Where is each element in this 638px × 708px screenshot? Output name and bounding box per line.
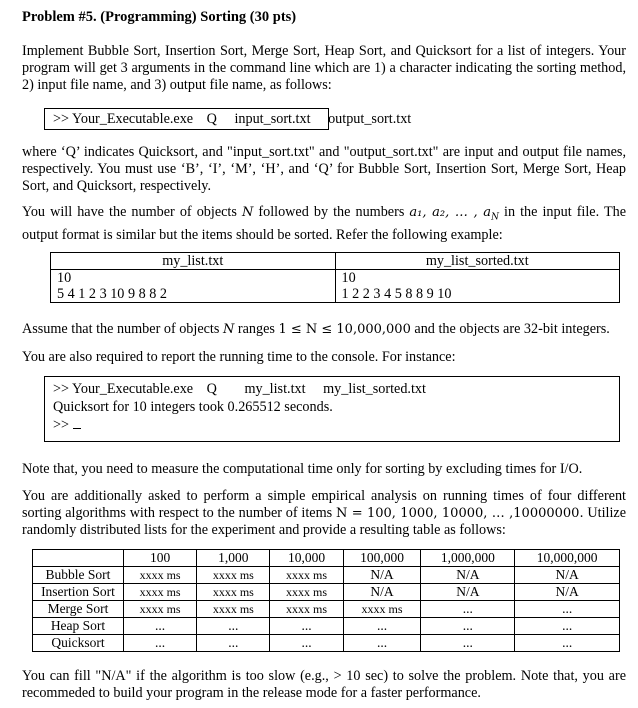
- example-output-cell: [335, 270, 620, 303]
- var-n: N: [241, 205, 254, 220]
- row-label: Merge Sort: [33, 601, 124, 618]
- table-cell: xxxx ms: [197, 567, 270, 584]
- assume-range: 1 ≤ N ≤ 10,000,000: [278, 322, 411, 337]
- table-row: [33, 618, 620, 635]
- sequence-math: [409, 205, 499, 223]
- command-prompt: >> Your_Executable.exe: [53, 111, 194, 127]
- intro-paragraph: Implement Bubble Sort, Insertion Sort, Merge Sort, Heap Sort, and Quicksort for a list of integers. Your program will get 3 arguments in the command line which are 1) a character indicating the sorting method, 2) input file name, and 3) output file name, as follows:: [22, 43, 626, 93]
- footer-paragraph: You can fill "N/A" if the algorithm is too slow (e.g., > 10 sec) to solve the problem. Note that, you are recommeded to build your program in the release mode for a faster performance.: [22, 668, 626, 701]
- assume-text-1: Assume that the number of objects: [22, 321, 220, 337]
- console-method-arg: Q: [206, 381, 217, 397]
- table-cell: ...: [515, 635, 620, 652]
- example-input-count: 10: [57, 270, 72, 286]
- assume-var-n: N: [222, 322, 235, 337]
- results-header-1000000: 1,000,000: [421, 550, 515, 567]
- table-cell: ...: [343, 618, 421, 635]
- analysis-text-2: Utilize randomly distributed lists for the experiment and provide a resulting table as follows:: [22, 505, 626, 538]
- objects-text-2: followed by the numbers: [258, 204, 405, 220]
- table-cell: xxxx ms: [197, 584, 270, 601]
- table-cell: xxxx ms: [124, 567, 197, 584]
- table-cell: N/A: [515, 567, 620, 584]
- table-cell: ...: [197, 618, 270, 635]
- table-cell: ...: [124, 618, 197, 635]
- table-cell: xxxx ms: [270, 601, 343, 618]
- table-cell: N/A: [421, 567, 515, 584]
- table-cell: ...: [421, 635, 515, 652]
- table-cell: ...: [515, 601, 620, 618]
- table-row: [33, 601, 620, 618]
- objects-text-1: You will have the number of objects: [22, 204, 237, 220]
- results-header-1000: 1,000: [197, 550, 270, 567]
- table-row: [33, 584, 620, 601]
- results-table: [32, 549, 620, 652]
- table-cell: xxxx ms: [343, 601, 421, 618]
- example-input-values: 5 4 1 2 3 10 9 8 8 2: [57, 286, 167, 302]
- table-cell: ...: [343, 635, 421, 652]
- where-paragraph: where ‘Q’ indicates Quicksort, and "input_sort.txt" and "output_sort.txt" are input and output file names, respectively. You must use ‘B’, ‘I’, ‘M’, ‘H’, and ‘Q’ for Bubble Sort, Insertion Sort, Merge Sort, Heap Sort, and Quicksort, respectively.: [22, 144, 626, 194]
- command-input-arg: input_sort.txt: [234, 111, 311, 127]
- command-output-arg: output_sort.txt: [328, 111, 412, 127]
- cursor-icon: [73, 416, 81, 429]
- analysis-paragraph: [22, 488, 626, 539]
- assume-paragraph: [22, 321, 626, 338]
- command-example-box: [44, 108, 412, 130]
- row-label: Heap Sort: [33, 618, 124, 635]
- example-output-count: 10: [341, 270, 356, 286]
- assume-text-3: and the objects are 32-bit integers.: [414, 321, 610, 337]
- example-input-cell: [51, 270, 336, 303]
- console-line-2: Quicksort for 10 integers took 0.265512 seconds.: [53, 399, 333, 415]
- console-example-box: [44, 376, 620, 442]
- table-cell: N/A: [343, 584, 421, 601]
- table-cell: N/A: [343, 567, 421, 584]
- table-cell: ...: [270, 618, 343, 635]
- sequence-terms: a₁, a₂, … , a: [409, 205, 492, 220]
- table-cell: ...: [270, 635, 343, 652]
- table-cell: xxxx ms: [124, 601, 197, 618]
- table-cell: xxxx ms: [197, 601, 270, 618]
- example-file-table: [50, 252, 620, 303]
- console-line-1: [53, 380, 611, 398]
- example-output-values: 1 2 2 3 4 5 8 8 9 10: [341, 286, 452, 302]
- table-cell: ...: [421, 618, 515, 635]
- row-label: Quicksort: [33, 635, 124, 652]
- analysis-text-1: You are additionally asked to perform a simple empirical analysis on running times of four different sorting algorithms with respect to the number of items: [22, 488, 626, 521]
- analysis-equation: N = 100, 1000, 10000, … ,10000000.: [335, 506, 584, 521]
- console-line-3: [53, 416, 611, 434]
- table-row: [33, 567, 620, 584]
- table-cell: N/A: [515, 584, 620, 601]
- table-cell: xxxx ms: [270, 567, 343, 584]
- sequence-sub: N: [491, 212, 499, 223]
- results-header-10000000: 10,000,000: [515, 550, 620, 567]
- table-cell: N/A: [421, 584, 515, 601]
- table-cell: xxxx ms: [270, 584, 343, 601]
- table-cell: ...: [124, 635, 197, 652]
- example-header-input: my_list.txt: [51, 253, 336, 270]
- objects-text-3: in the input file. The output format is similar but the items should be sorted. Refer the following example:: [22, 204, 627, 243]
- example-header-output: my_list_sorted.txt: [335, 253, 620, 270]
- results-header-corner: [33, 550, 124, 567]
- table-cell: ...: [197, 635, 270, 652]
- row-label: Bubble Sort: [33, 567, 124, 584]
- note-paragraph: Note that, you need to measure the computational time only for sorting by excluding times for I/O.: [22, 461, 583, 477]
- results-header-100: 100: [124, 550, 197, 567]
- table-row: [33, 635, 620, 652]
- console-prompt: >> Your_Executable.exe: [53, 381, 194, 397]
- objects-paragraph: [22, 204, 626, 244]
- report-paragraph: You are also required to report the running time to the console. For instance:: [22, 349, 456, 365]
- results-header-100000: 100,000: [343, 550, 421, 567]
- table-cell: ...: [515, 618, 620, 635]
- problem-title: Problem #5. (Programming) Sorting (30 pts): [22, 9, 297, 25]
- results-header-row: [33, 550, 620, 567]
- row-label: Insertion Sort: [33, 584, 124, 601]
- command-method-arg: Q: [206, 111, 217, 127]
- table-cell: xxxx ms: [124, 584, 197, 601]
- results-header-10000: 10,000: [270, 550, 343, 567]
- console-prompt-2: >>: [53, 417, 70, 433]
- console-output-arg: my_list_sorted.txt: [323, 381, 426, 397]
- table-cell: ...: [421, 601, 515, 618]
- assume-text-2: ranges: [237, 321, 275, 337]
- console-input-arg: my_list.txt: [244, 381, 306, 397]
